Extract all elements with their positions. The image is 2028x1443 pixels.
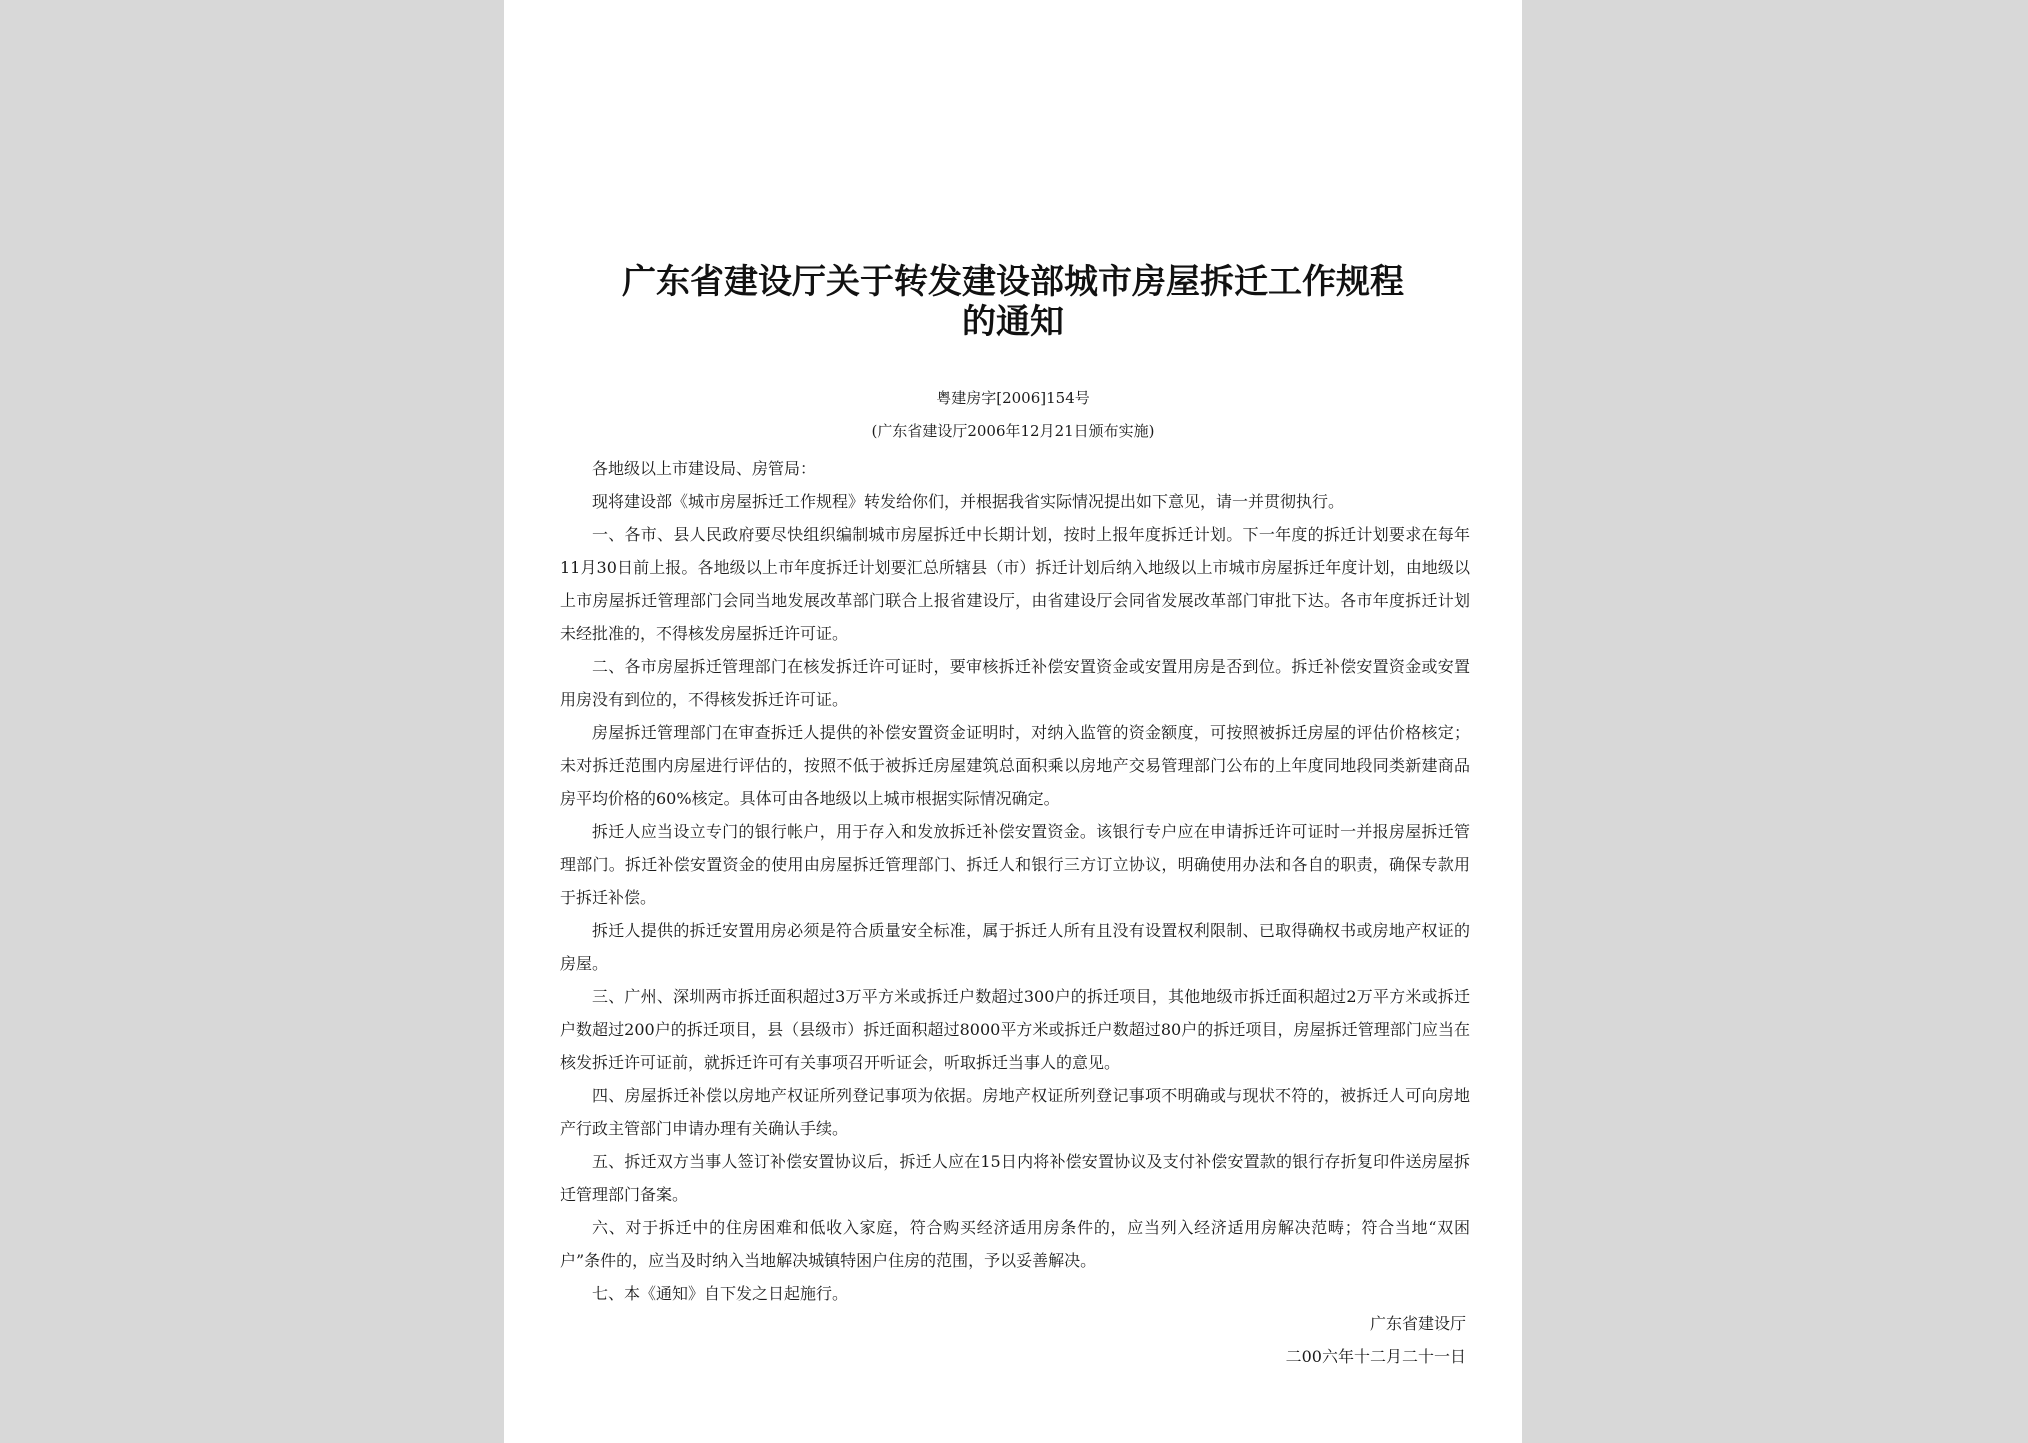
title-line-1: 广东省建设厅关于转发建设部城市房屋拆迁工作规程 [622, 262, 1404, 302]
issued-note: (广东省建设厅2006年12月21日颁布实施) [871, 422, 1155, 440]
paragraph: 房屋拆迁管理部门在审查拆迁人提供的补偿安置资金证明时，对纳入监管的资金额度，可按照被拆迁房屋的评估价格核定；未对拆迁范围内房屋进行评估的，按照不低于被拆迁房屋建筑总面积乘以房地产交易管理部门公布的上年度同地段同类新建商品房平均价格的60%核定。具体可由各地级以上城市根据实际情况确定。 [560, 723, 1470, 808]
signature-date: 二00六年十二月二十一日 [1285, 1347, 1466, 1366]
paragraph: 五、拆迁双方当事人签订补偿安置协议后，拆迁人应在15日内将补偿安置协议及支付补偿安置款的银行存折复印件送房屋拆迁管理部门备案。 [560, 1152, 1470, 1204]
document-number: 粤建房字[2006]154号 [936, 389, 1090, 407]
paragraph: 拆迁人应当设立专门的银行帐户，用于存入和发放拆迁补偿安置资金。该银行专户应在申请拆迁许可证时一并报房屋拆迁管理部门。拆迁补偿安置资金的使用由房屋拆迁管理部门、拆迁人和银行三方订立协议，明确使用办法和各自的职责，确保专款用于拆迁补偿。 [560, 822, 1470, 907]
paragraph-addressee: 各地级以上市建设局、房管局： [592, 459, 817, 478]
signature-org: 广东省建设厅 [1369, 1314, 1466, 1333]
paragraph: 现将建设部《城市房屋拆迁工作规程》转发给你们，并根据我省实际情况提出如下意见，请一并贯彻执行。 [592, 492, 1345, 511]
paragraph: 三、广州、深圳两市拆迁面积超过3万平方米或拆迁户数超过300户的拆迁项目，其他地级市拆迁面积超过2万平方米或拆迁户数超过200户的拆迁项目，县（县级市）拆迁面积超过8000平方米或拆迁户数超过80户的拆迁项目，房屋拆迁管理部门应当在核发拆迁许可证前，就拆迁许可有关事项召开听证会，听取拆迁当事人的意见。 [560, 987, 1470, 1072]
paragraph: 六、对于拆迁中的住房困难和低收入家庭，符合购买经济适用房条件的，应当列入经济适用房解决范畴；符合当地“双困户”条件的，应当及时纳入当地解决城镇特困户住房的范围，予以妥善解决。 [560, 1218, 1470, 1270]
document-body [560, 452, 1470, 1310]
document-title [504, 262, 1522, 342]
paragraph: 一、各市、县人民政府要尽快组织编制城市房屋拆迁中长期计划，按时上报年度拆迁计划。下一年度的拆迁计划要求在每年11月30日前上报。各地级以上市年度拆迁计划要汇总所辖县（市）拆迁计划后纳入地级以上市城市房屋拆迁年度计划，由地级以上市房屋拆迁管理部门会同当地发展改革部门联合上报省建设厅，由省建设厅会同省发展改革部门审批下达。各市年度拆迁计划未经批准的，不得核发房屋拆迁许可证。 [560, 525, 1470, 643]
title-line-2: 的通知 [962, 302, 1064, 342]
document-page [504, 0, 1522, 1443]
paragraph: 二、各市房屋拆迁管理部门在核发拆迁许可证时，要审核拆迁补偿安置资金或安置用房是否到位。拆迁补偿安置资金或安置用房没有到位的，不得核发拆迁许可证。 [560, 657, 1470, 709]
signature-block [1286, 1307, 1466, 1373]
paragraph: 七、本《通知》自下发之日起施行。 [592, 1284, 849, 1303]
paragraph: 拆迁人提供的拆迁安置用房必须是符合质量安全标准，属于拆迁人所有且没有设置权利限制、已取得确权书或房地产权证的房屋。 [560, 921, 1470, 973]
paragraph: 四、房屋拆迁补偿以房地产权证所列登记事项为依据。房地产权证所列登记事项不明确或与现状不符的，被拆迁人可向房地产行政主管部门申请办理有关确认手续。 [560, 1086, 1470, 1138]
